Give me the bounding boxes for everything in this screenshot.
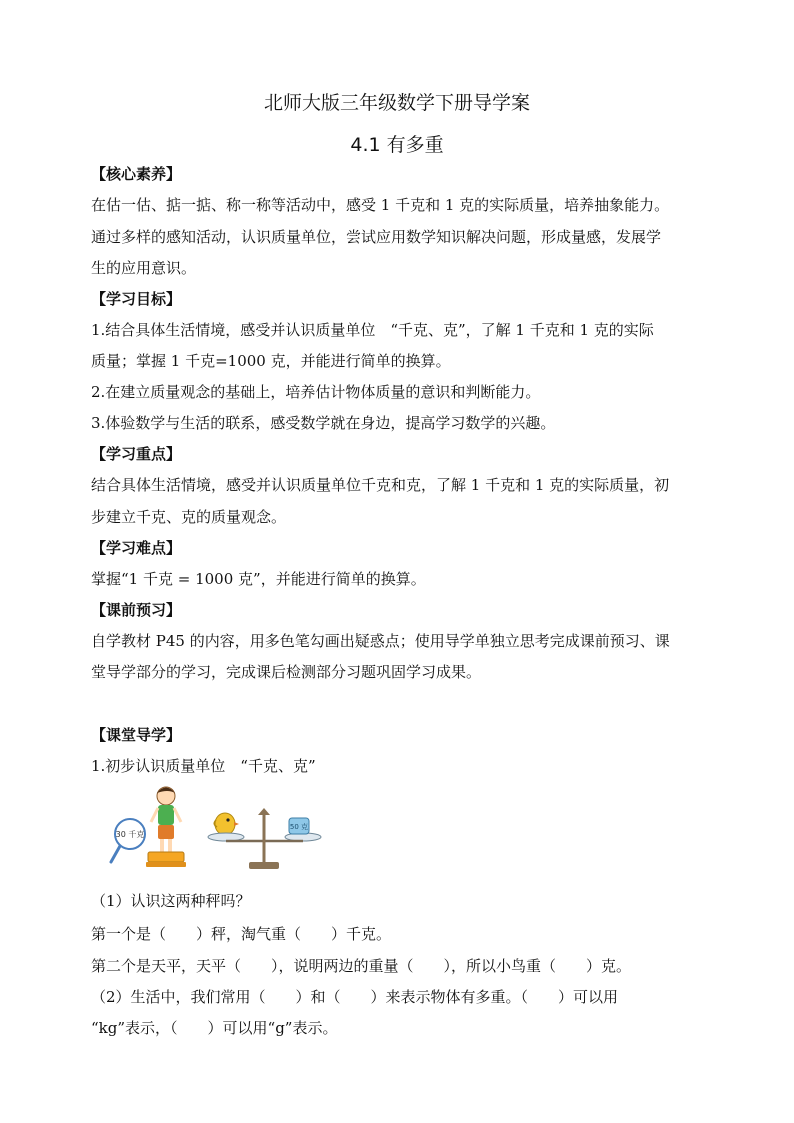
section-heading-guide: 【课堂导学】 [91, 726, 182, 744]
core-line-3: 生的应用意识。 [91, 259, 197, 277]
magnifier-icon [111, 819, 145, 862]
question-line-3: 第二个是天平，天平（ ），说明两边的重量（ ），所以小鸟重（ ）克。 [91, 957, 632, 975]
svg-text:30 千克: 30 千克 [115, 830, 145, 839]
key-line-1: 结合具体生活情境，感受并认识质量单位千克和克，了解 1 千克和 1 克的实际质量，初 [91, 476, 670, 494]
goals-line-2: 质量；掌握 1 千克=1000 克，并能进行简单的换算。 [91, 352, 451, 370]
document-title: 北师大版三年级数学下册导学案 [263, 92, 530, 114]
difficult-line-1: 掌握“1 千克 = 1000 克”，并能进行简单的换算。 [91, 570, 426, 588]
goals-line-1: 1.结合具体生活情境，感受并认识质量单位 “千克、克”，了解 1 千克和 1 克的实际 [91, 321, 654, 339]
core-line-1: 在估一估、掂一掂、称一称等活动中，感受 1 千克和 1 克的实际质量，培养抽象能力。 [91, 196, 670, 214]
question-line-4: （2）生活中，我们常用（ ）和（ ）来表示物体有多重。（ ）可以用 [91, 988, 619, 1006]
section-heading-difficult: 【学习难点】 [91, 539, 182, 557]
document-subtitle: 4.1 有多重 [350, 134, 444, 156]
section-heading-core: 【核心素养】 [91, 165, 182, 183]
svg-text:50 克: 50 克 [289, 823, 309, 831]
section-heading-preview: 【课前预习】 [91, 601, 182, 619]
core-line-2: 通过多样的感知活动，认识质量单位，尝试应用数学知识解决问题，形成量感，发展学 [91, 228, 662, 246]
question-line-2: 第一个是（ ）秤，淘气重（ ）千克。 [91, 925, 392, 943]
bathroom-scale-icon [146, 852, 186, 867]
scales-illustration [108, 784, 340, 876]
boy-icon [151, 787, 181, 852]
question-line-5: “kg”表示，（ ）可以用“g”表示。 [91, 1019, 338, 1037]
section-heading-goals: 【学习目标】 [91, 290, 182, 308]
preview-line-2: 堂导学部分的学习，完成课后检测部分习题巩固学习成果。 [91, 663, 482, 681]
question-line-1: （1）认识这两种秤吗？ [91, 892, 251, 910]
bird-icon [214, 813, 239, 835]
preview-line-1: 自学教材 P45 的内容，用多色笔勾画出疑惑点；使用导学单独立思考完成课前预习、课 [91, 632, 670, 650]
goals-line-3: 2.在建立质量观念的基础上，培养估计物体质量的意识和判断能力。 [91, 383, 541, 401]
guide-item-1: 1.初步认识质量单位 “千克、克” [91, 757, 316, 775]
key-line-2: 步建立千克、克的质量观念。 [91, 508, 287, 526]
goals-line-4: 3.体验数学与生活的联系，感受数学就在身边，提高学习数学的兴趣。 [91, 414, 556, 432]
section-heading-key: 【学习重点】 [91, 445, 182, 463]
